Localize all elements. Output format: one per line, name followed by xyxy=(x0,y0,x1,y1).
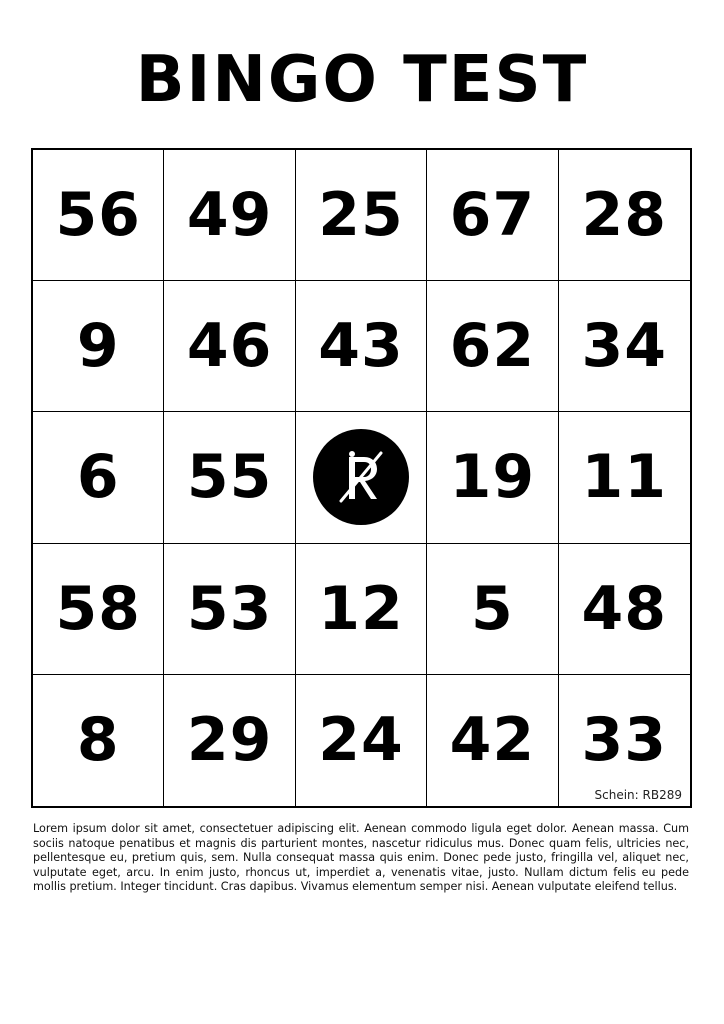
bingo-cell-value: 33 xyxy=(581,705,668,776)
bingo-cell: 62 xyxy=(427,281,558,412)
bingo-cell: 25 xyxy=(296,150,427,281)
bingo-free-cell xyxy=(296,412,427,543)
ticket-id: Schein: RB289 xyxy=(594,787,682,802)
bingo-cell: 5 xyxy=(427,544,558,675)
bingo-cell: 58 xyxy=(33,544,164,675)
bingo-cell-with-ticket-id xyxy=(559,675,690,806)
bingo-cell: 48 xyxy=(559,544,690,675)
bingo-cell: 43 xyxy=(296,281,427,412)
bingo-cell: 8 xyxy=(33,675,164,806)
bingo-cell: 12 xyxy=(296,544,427,675)
bingo-cell: 46 xyxy=(164,281,295,412)
bingo-cell: 19 xyxy=(427,412,558,543)
bingo-cell: 6 xyxy=(33,412,164,543)
logo-r-crossed-icon xyxy=(313,429,409,525)
logo-r-crossed-icon-graphic xyxy=(331,445,391,509)
bingo-cell: 49 xyxy=(164,150,295,281)
bingo-cell: 24 xyxy=(296,675,427,806)
bingo-cell: 42 xyxy=(427,675,558,806)
bingo-cell: 9 xyxy=(33,281,164,412)
bingo-cell: 56 xyxy=(33,150,164,281)
bingo-card xyxy=(31,148,692,808)
bingo-cell: 55 xyxy=(164,412,295,543)
bingo-cell: 11 xyxy=(559,412,690,543)
bingo-cell: 67 xyxy=(427,150,558,281)
bingo-cell: 53 xyxy=(164,544,295,675)
bingo-cell: 29 xyxy=(164,675,295,806)
bingo-cell: 28 xyxy=(559,150,690,281)
page-title: BINGO TEST xyxy=(135,43,589,117)
footer-text: Lorem ipsum dolor sit amet, consectetuer adipiscing elit. Aenean commodo ligula eget dolor. Aenean massa. Cum sociis natoque penatibus et magnis dis parturient montes, nascetur ridiculus mus. Donec quam felis, ultricies nec, pellentesque eu, pretium quis, sem. Nulla consequat massa quis enim. Donec pede justo, fringilla vel, aliquet nec, vulputate eget, arcu. In enim justo, rhoncus ut, imperdiet a, venenatis vitae, justo. Nullam dictum felis eu pede mollis pretium. Integer tincidunt. Cras dapibus. Vivamus elementum semper nisi. Aenean vulputate eleifend tellus. xyxy=(33,822,689,894)
bingo-cell: 34 xyxy=(559,281,690,412)
